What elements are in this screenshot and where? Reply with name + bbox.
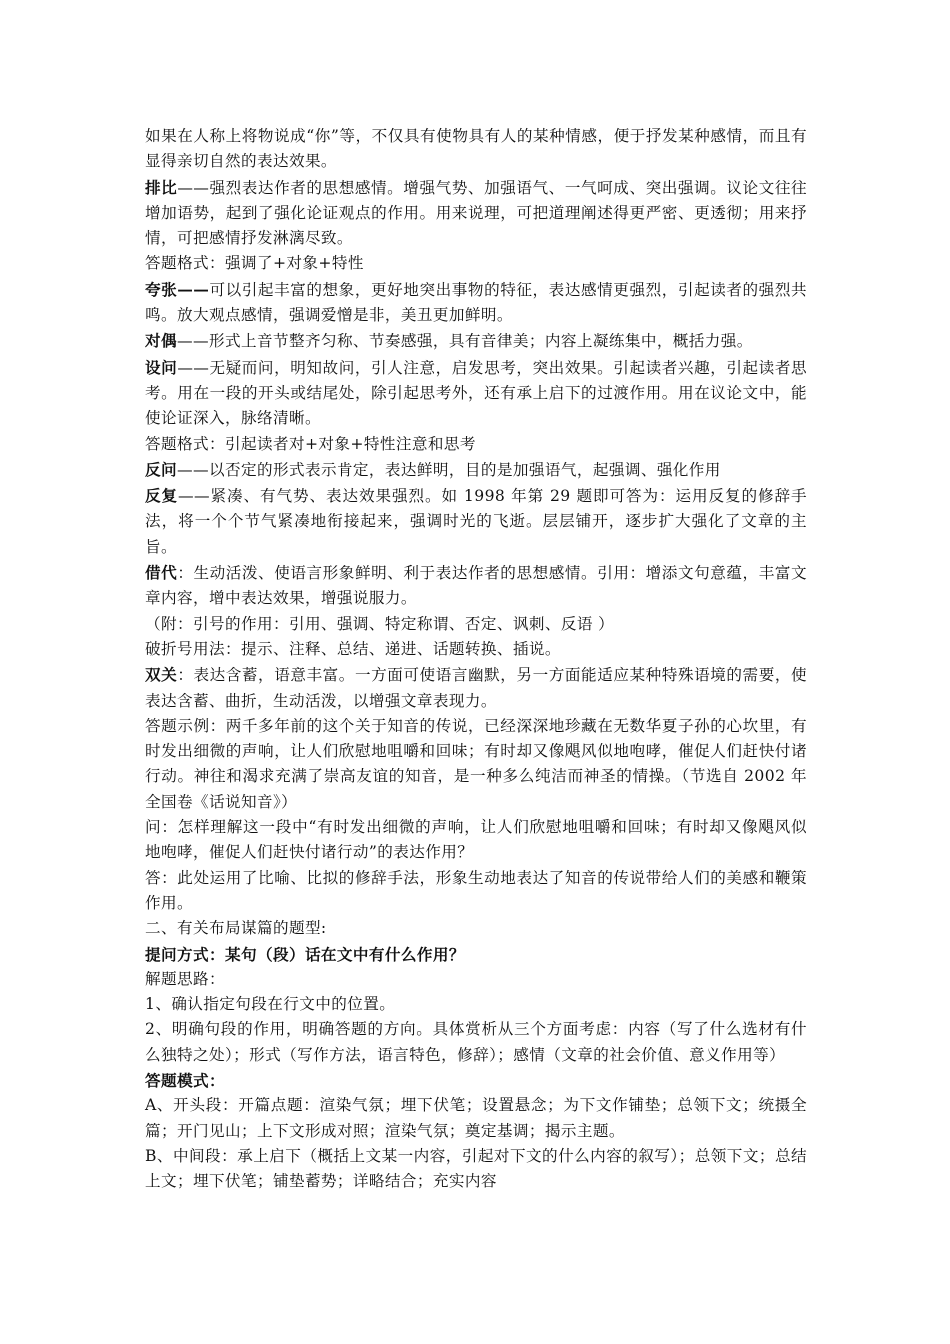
- paragraph-answer-format-1: 答题格式：强调了+对象+特性: [145, 254, 364, 273]
- paragraph-rhetorical-question: 设问——无疑而问，明知故问，引人注意，启发思考，突出效果。引起读者兴趣，引起读者思考。用在一段的开头或结尾处，除引起思考外，还有承上启下的过渡作用。用在议论文中，能使论证深入，脉络清晰。: [145, 357, 807, 428]
- term-repetition: 反复: [145, 486, 179, 506]
- paragraph-metonymy: 借代：生动活泼、使语言形象鲜明、利于表达作者的思想感情。引用：增添文句意蕴，丰富文章内容，增中表达效果，增强说服力。: [145, 563, 807, 608]
- paragraph-personification-tail: 如果在人称上将物说成“你”等，不仅具有使物具有人的某种情感，便于抒发某种感情，而且有显得亲切自然的表达效果。: [145, 127, 807, 171]
- term-metonymy: 借代: [145, 563, 178, 583]
- paragraph-hyperbole: 夸张——可以引起丰富的想象，更好地突出事物的特征，表达感情更强烈，引起读者的强烈共鸣。放大观点感情，强调爱憎是非，美丑更加鲜明。: [145, 279, 807, 325]
- paragraph-quotation-marks: （附：引号的作用：引用、强调、特定称谓、否定、讽刺、反语 ）: [145, 614, 615, 633]
- paragraph-antithesis: 对偶——形式上音节整齐匀称、节奏感强，具有音律美；内容上凝练集中，概括力强。: [145, 331, 753, 351]
- document-page: [145, 124, 807, 1194]
- term-pun: 双关: [145, 665, 178, 685]
- heading-question-style: 提问方式：某句（段）话在文中有什么作用？: [145, 944, 465, 964]
- paragraph-solving-approach: 解题思路：: [145, 969, 225, 988]
- heading-answer-mode: 答题模式：: [145, 1070, 225, 1090]
- paragraph-parallelism: 排比——强烈表达作者的思想感情。增强气势、加强语气、一气呵成、突出强调。议论文往往增加语势，起到了强化论证观点的作用。用来说理，可把道理阐述得更严密、更透彻；用来抒情，可把感情抒发淋漓尽致。: [145, 177, 807, 248]
- paragraph-repetition: 反复——紧凑、有气势、表达效果强烈。如 1998 年第 29 题即可答为：运用反复的修辞手法，将一个个节气紧凑地衔接起来，强调时光的飞逝。层层铺开，逐步扩大强化了文章的主旨。: [145, 486, 807, 556]
- term-rhetorical-question: 设问: [145, 357, 178, 377]
- paragraph-answer-format-2: 答题格式：引起读者对+对象+特性注意和思考: [145, 434, 476, 453]
- paragraph-question: 问：怎样理解这一段中“有时发出细微的声响，让人们欣慰地咀嚼和回味；有时却又像飓风似地咆哮，催促人们赶快付诸行动”的表达作用？: [145, 818, 807, 862]
- paragraph-middle-section: B、中间段：承上启下（概括上文某一内容，引起对下文的什么内容的叙写）；总领下文；总结上文；埋下伏笔；铺垫蓄势；详略结合；充实内容: [145, 1146, 807, 1191]
- paragraph-answer: 答：此处运用了比喻、比拟的修辞手法，形象生动地表达了知音的传说带给人们的美感和鞭策作用。: [145, 868, 807, 912]
- paragraph-dash-usage: 破折号用法：提示、注释、总结、递进、话题转换、插说。: [145, 639, 561, 658]
- paragraph-pun: 双关：表达含蓄，语意丰富。一方面可使语言幽默，另一方面能适应某种特殊语境的需要，使表达含蓄、曲折，生动活泼，以增强文章表现力。: [145, 665, 807, 710]
- term-parallelism: 排比: [145, 177, 178, 197]
- paragraph-step-1: 1、确认指定句段在行文中的位置。: [145, 995, 396, 1014]
- term-counter-question: 反问: [145, 459, 177, 479]
- paragraph-opening-section: A、开头段：开篇点题：渲染气氛；埋下伏笔；设置悬念；为下文作铺垫；总领下文；统摄全篇；开门见山；上下文形成对照；渲染气氛；奠定基调；揭示主题。: [145, 1096, 807, 1140]
- paragraph-step-2: 2、明确句段的作用，明确答题的方向。具体赏析从三个方面考虑：内容（写了什么选材有什么独特之处）；形式（写作方法，语言特色，修辞）；感情（文章的社会价值、意义作用等）: [145, 1020, 807, 1064]
- section-heading-layout: 二、有关布局谋篇的题型:: [145, 919, 327, 938]
- paragraph-counter-question: 反问——以否定的形式表示肯定，表达鲜明，目的是加强语气，起强调、强化作用: [145, 459, 721, 479]
- term-antithesis: 对偶: [145, 331, 177, 351]
- term-hyperbole: 夸张——: [145, 279, 210, 299]
- paragraph-answer-example: 答题示例：两千多年前的这个关于知音的传说，已经深深地珍藏在无数华夏子孙的心坎里，有时发出细微的声响，让人们欣慰地咀嚼和回味；有时却又像飓风似地咆哮，催促人们赶快付诸行动。神往和渴求充满了崇高友谊的知音，是一种多么纯洁而神圣的情操。（节选自 2002 年全国卷《话说知音》）: [145, 716, 807, 811]
